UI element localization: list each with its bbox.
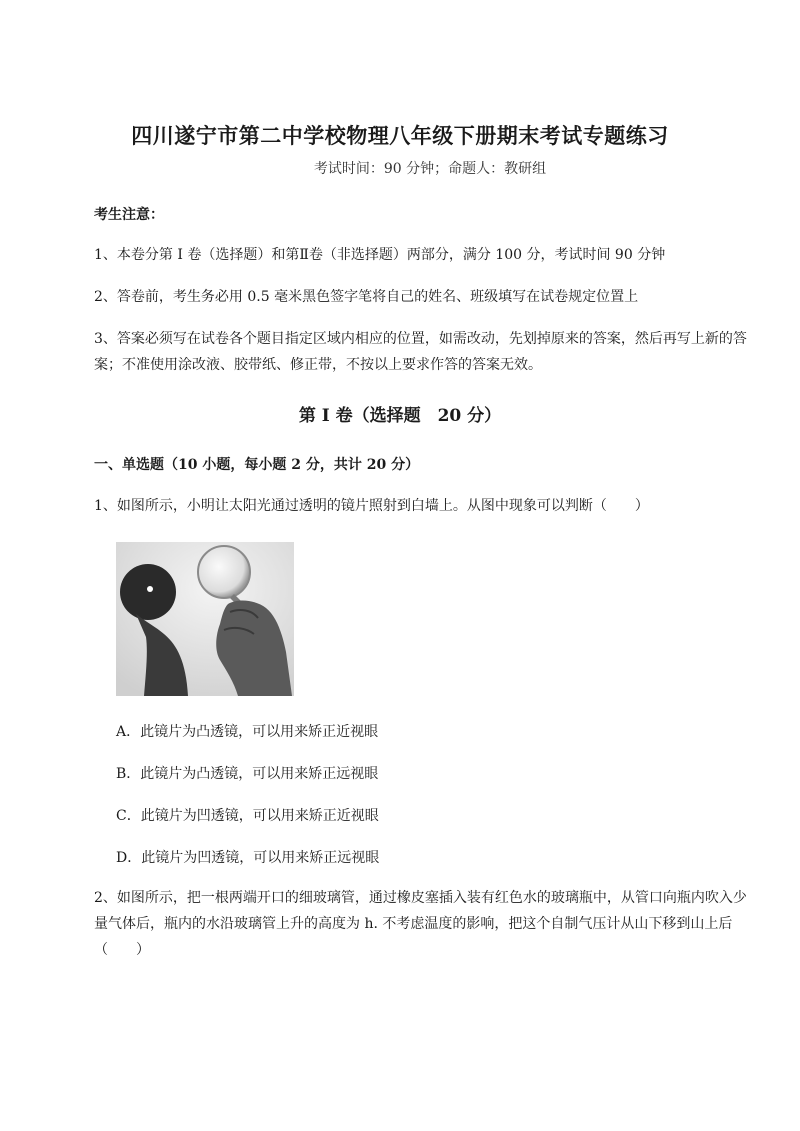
option-c: C．此镜片为凹透镜，可以用来矫正近视眼 xyxy=(116,808,379,824)
question-1-stem: 1、如图所示，小明让太阳光通过透明的镜片照射到白墙上。从图中现象可以判断（ ） xyxy=(94,498,649,514)
notice-item-1: 1、本卷分第 I 卷（选择题）和第Ⅱ卷（非选择题）两部分，满分 100 分，考试时间 90 分钟 xyxy=(94,247,666,263)
option-b: B．此镜片为凸透镜，可以用来矫正远视眼 xyxy=(116,766,379,782)
option-a: A．此镜片为凸透镜，可以用来矫正近视眼 xyxy=(116,724,379,740)
notice-heading: 考生注意： xyxy=(94,207,164,223)
exam-info: 考试时间：90 分钟；命题人：教研组 xyxy=(313,161,547,177)
lens-shadow-photo xyxy=(116,542,294,696)
option-d: D．此镜片为凹透镜，可以用来矫正远视眼 xyxy=(116,850,380,866)
question-2-stem: 2、如图所示，把一根两端开口的细玻璃管，通过橡皮塞插入装有红色水的玻璃瓶中，从管口向瓶内吹入少量气体后，瓶内的水沿玻璃管上升的高度为 h. 不考虑温度的影响，把这个自制气压计从山下移到山上后（ ） xyxy=(94,890,747,958)
document-title: 四川遂宁市第二中学校物理八年级下册期末考试专题练习 xyxy=(131,123,669,148)
part-title: 一、单选题（10 小题，每小题 2 分，共计 20 分） xyxy=(94,457,420,473)
section-title: 第 I 卷（选择题 20 分） xyxy=(298,406,502,426)
notice-item-3: 3、答案必须写在试卷各个题目指定区域内相应的位置，如需改动，先划掉原来的答案，然后再写上新的答案；不准使用涂改液、胶带纸、修正带，不按以上要求作答的答案无效。 xyxy=(94,331,747,373)
notice-item-2: 2、答卷前，考生务必用 0.5 毫米黑色签字笔将自己的姓名、班级填写在试卷规定位置上 xyxy=(94,289,639,305)
